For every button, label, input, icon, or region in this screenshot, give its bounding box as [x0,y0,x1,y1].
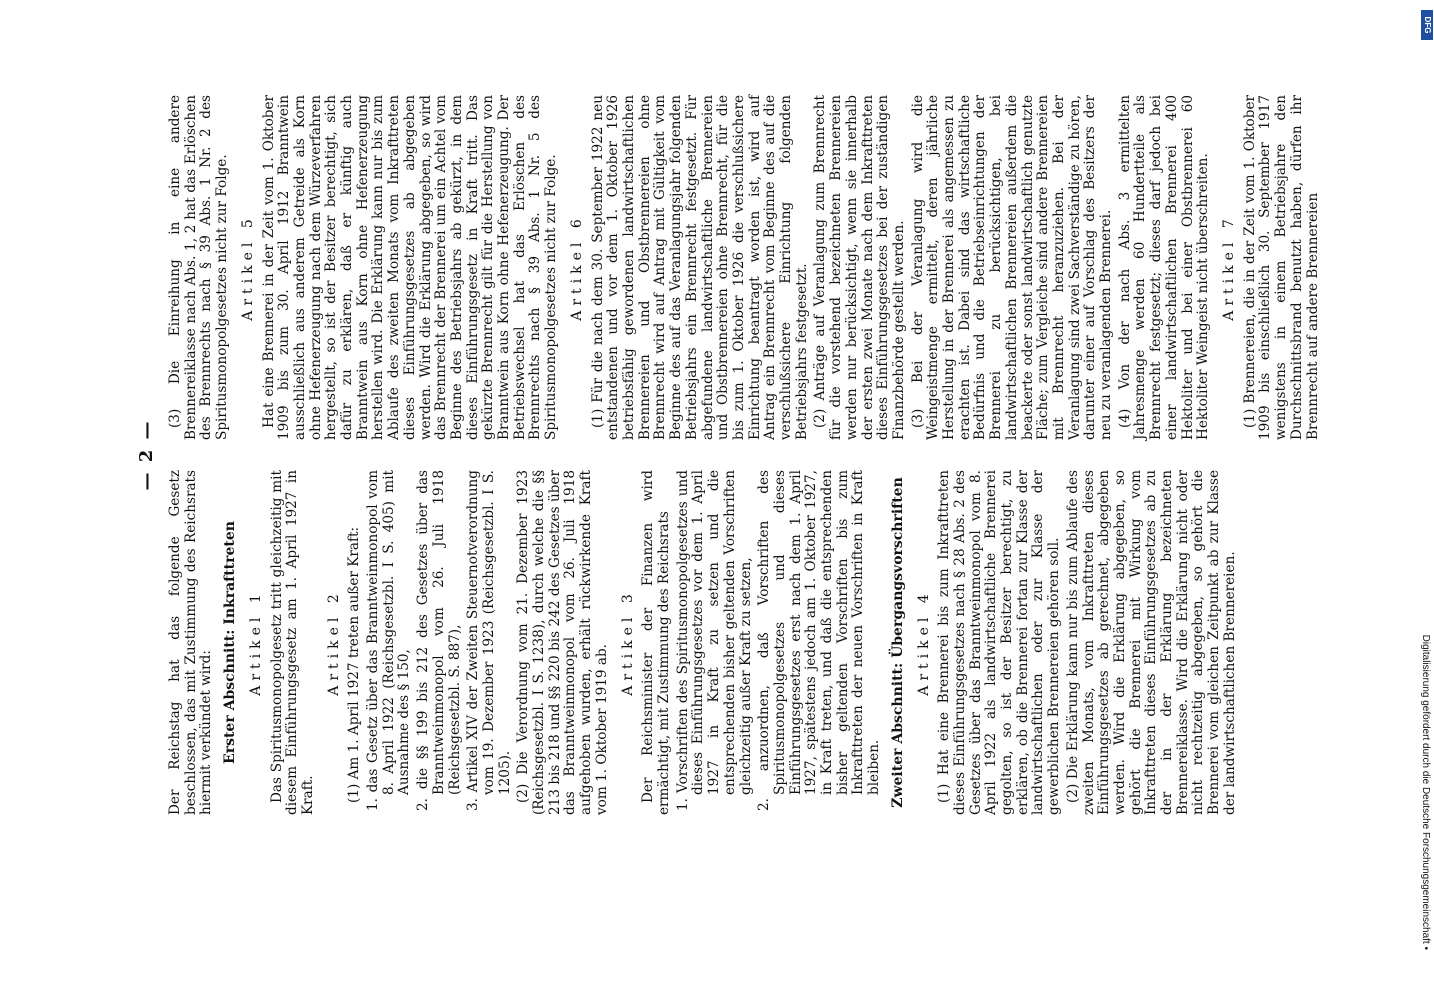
article-6-heading: Artikel 6 [568,214,585,321]
right-column [168,95,1324,440]
article-5-para-1: Hat eine Brennerei in der Zeit vom 1. Oktober 1909 bis zum 30. April 1912 Branntwein ausschließlich aus anderem Getreide als Korn ohne Hefenerzeugung nach dem Würzeverfahren hergestellt, so ist der Besitzer berechtigt, sich dafür zu erklären, daß er künftig auch Branntwein aus Korn ohne Hefenerzeugung herstellen wird. Die Erklärung kann nur bis zum Ablaufe des zweiten Monats vom Inkrafttreten dieses Einführungsgesetzes ab abgegeben werden. Wird die Erklärung abgegeben, so wird das Brennrecht der Brennerei um ein Achtel vom Beginne des Betriebsjahrs ab gekürzt, in dem dieses Einführungsgesetz in Kraft tritt. Das gekürzte Brennrecht gilt für die Herstellung von Branntwein aus Korn ohne Hefenerzeugung. Der Betriebswechsel hat das Erlöschen des Brennrechts nach § 39 Abs. 1 Nr. 5 des Spiritusmonopolgesetzes nicht zur Folge. [260,95,560,440]
dfg-logo [1421,10,1433,40]
page-number: — 2 — [136,419,157,491]
section-heading-2: Zweiter Abschnitt: Übergangsvorschriften [889,477,906,808]
article-2-item-2: 2. die §§ 199 bis 212 des Gesetzes über das Branntweinmonopol vom 26. Juli 1918 (Reichsgesetzbl. S. 887), [415,470,463,811]
article-7-heading: Artikel 7 [1221,214,1237,321]
dfg-logo-text: DFG [1423,16,1432,34]
article-2-heading: Artikel 2 [325,589,342,696]
article-4-para-3: (3) Die Einreihung in eine andere Brennereiklasse nach Abs. 1, 2 hat das Erlöschen des Brennrechts nach § 39 Abs. 1 Nr. 2 des Spiritusmonopolgesetzes nicht zur Folge. [167,95,231,440]
article-1-heading: Artikel 1 [247,589,264,696]
article-6-para-3: (3) Bei der Veranlagung wird die Weingeistmenge ermittelt, deren jährliche Herstellung in der Brennerei als angemessen zu erachten ist. Dabei sind das wirtschaftliche Bedürfnis und die Betriebseinrichtungen der Brennerei zu berücksichtigen, bei landwirtschaftlichen Brennereien außerdem die beackerte oder sonst landwirtschaftlich genutzte Fläche; zum Vergleiche sind andere Brennereien mit Brennrecht heranzuziehen. Bei der Veranlagung sind zwei Sachverständige zu hören, darunter einer auf Vorschlag des Besitzers der neu zu veranlagenden Brennerei. [909,95,1115,440]
article-4-para-2: (2) Die Erklärung kann nur bis zum Ablaufe des zweiten Monats, vom Inkrafttreten dieses Einführungsgesetzes ab gerechnet, abgegeben werden. Wird die Erklärung abgegeben, so gehört die Brennerei mit Wirkung vom Inkrafttreten dieses Einführungsgesetzes ab zu der in der Erklärung bezeichneten Brennereiklasse. Wird die Erklärung nicht oder nicht rechtzeitig abgegeben, so gehört die Brennerei vom gleichen Zeitpunkt ab zur Klasse der landwirtschaftlichen Brennereien. [1064,470,1238,815]
article-2-para-1: (1) Am 1. April 1927 treten außer Kraft: [346,526,363,803]
article-4-para-1: (1) Hat eine Brennerei bis zum Inkrafttreten dieses Einführungsgesetzes nach § 28 Abs. 2 des Gesetzes über das Branntweinmonopol vom 8. April 1922 als landwirtschaftliche Brennerei gegolten, so ist der Besitzer berechtigt, zu erklären, ob die Brennerei fortan zur Klasse der landwirtschaftlichen oder zur Klasse der gewerblichen Brennereien gehören soll. [936,470,1063,815]
rotated-page-content [136,95,1321,815]
article-6-para-4: (4) Von der nach Abs. 3 ermittelten Jahresmenge werden 60 Hundertteile als Brennrecht festgesetzt; dieses darf jedoch bei einer landwirtschaftlichen Brennerei 400 Hektoliter und bei einer Obstbrennerei 60 Hektoliter Weingeist nicht überschreiten. [1116,95,1212,440]
article-3-item-1: 1. Vorschriften des Spiritusmonopolgesetzes und dieses Einführungsgesetzes vor dem 1. April 1927 in Kraft zu setzen und die entsprechenden bisher geltenden Vorschriften gleichzeitig außer Kraft zu setzen, [674,470,754,811]
article-3-para-1: Der Reichsminister der Finanzen wird ermächtigt, mit Zustimmung des Reichsrats [640,470,672,815]
article-2-para-2: (2) Die Verordnung vom 21. Dezember 1923 (Reichsgesetzbl. I S. 1238), durch welche die §§ 213 bis 218 und §§ 220 bis 242 des Gesetzes über das Branntweinmonopol vom 26. Juli 1918 aufgehoben wurden, erhält rückwirkende Kraft vom 1. Oktober 1919 ab. [515,470,610,815]
article-2-item-3: 3. Artikel XIV der Zweiten Steuernotverordnung vom 19. Dezember 1923 (Reichsgesetzbl. I S. 1205). [465,470,513,811]
article-4-heading: Artikel 4 [915,589,932,696]
article-7-para-1: (1) Brennereien, die in der Zeit vom 1. Oktober 1909 bis einschließlich 30. September 1917 wenigstens in einem Betriebsjahre den Durchschnittsbrand benutzt haben, dürfen ihr Brennrecht auf andere Brennereien [1241,95,1321,440]
article-6-para-2: (2) Anträge auf Veranlagung zum Brennrecht für die vorstehend bezeichneten Brennereien werden nur berücksichtigt, wenn sie innerhalb der ersten zwei Monate nach dem Inkrafttreten dieses Einführungsgesetzes bei der zuständigen Finanzbehörde gestellt werden. [812,95,907,440]
article-6-para-1: (1) Für die nach dem 30. September 1922 neu entstandenen und vor dem 1. Oktober 1926 betriebsfähig gewordenen landwirtschaftlichen Brennereien und Obstbrennereien ohne Brennrecht wird auf Antrag mit Gültigkeit vom Beginne des auf das Veranlagungsjahr folgenden Betriebsjahrs ein Brennrecht festgesetzt. Für abgefundene landwirtschaftliche Brennereien und Obstbrennereien ohne Brennrecht, für die bis zum 1. Oktober 1926 die verschlußsichere Einrichtung beantragt worden ist, wird auf Antrag ein Brennrecht vom Beginne des auf die verschlußsichere Einrichtung folgenden Betriebsjahrs festgesetzt. [589,95,810,440]
side-credit-text: Digitalisierung gefördert durch die Deutsche Forschungsgemeinschaft • [1420,634,1431,950]
intro-text: Der Reichstag hat das folgende Gesetz beschlossen, das mit Zustimmung des Reichsrats hiermit verkündet wird: [167,470,215,815]
article-5-heading: Artikel 5 [239,214,256,321]
article-2-item-1: 1. das Gesetz über das Branntweinmonopol vom 8. April 1922 (Reichsgesetzbl. I S. 405) mit Ausnahme des § 150, [365,470,413,811]
article-3-heading: Artikel 3 [619,589,636,696]
article-1-text: Das Spiritusmonopolgesetz tritt gleichzeitig mit diesem Einführungsgesetz am 1. April 1927 in Kraft. [268,470,316,815]
left-column [168,470,1242,815]
section-heading-1: Erster Abschnitt: Inkrafttreten [222,521,239,764]
article-3-item-2: 2. anzuordnen, daß Vorschriften des Spiritusmonopolgesetzes und dieses Einführungsgesetzes erst nach dem 1. April 1927, spätestens jedoch am 1. Oktober 1927, in Kraft treten, und daß die entsprechenden bisher geltenden Vorschriften bis zum Inkrafttreten der neuen Vorschriften in Kraft bleiben. [756,470,883,811]
side-credit [1418,10,1432,990]
